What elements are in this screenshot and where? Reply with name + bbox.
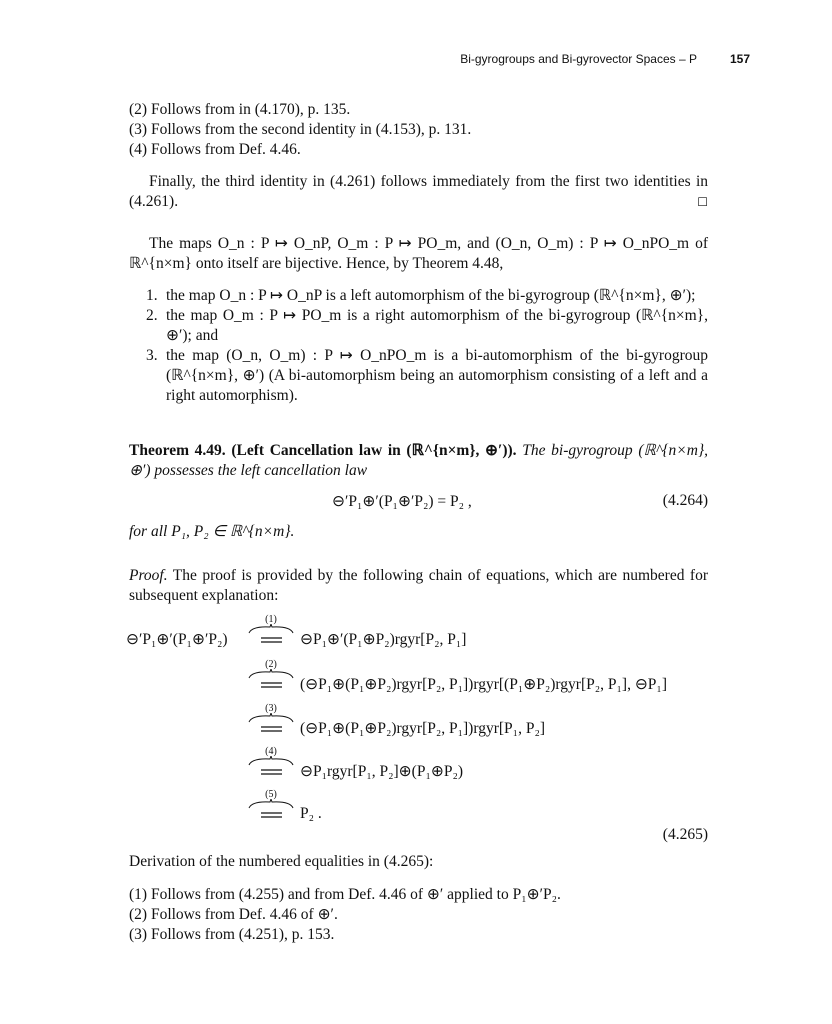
finally-paragraph: Finally, the third identity in (4.261) follows immediately from the first two identities in (4.261). ☐ — [129, 173, 708, 210]
theorem-heading: Theorem 4.49. (Left Cancellation law in (ℝ^{n×m}, ⊕′)). — [129, 442, 517, 459]
chain-relation-1: (1) — [246, 614, 296, 648]
maps-paragraph: The maps O_n : P ↦ O_nP, O_m : P ↦ PO_m, and (O_n, O_m) : P ↦ O_nPO_m of ℝ^{n×m} onto itself are bijective. Hence, by Theorem 4.48, — [129, 235, 708, 272]
chain-relation-3: (3) — [246, 703, 296, 737]
list-item: (2) Follows from Def. 4.46 of ⊕′. — [129, 906, 338, 923]
chain-step-1: ⊖P₁⊕′(P₁⊕P₂)rgyr[P₂, P₁] — [300, 631, 467, 648]
top-list — [129, 100, 708, 160]
proof-paragraph: Proof. The proof is provided by the following chain of equations, which are numbered for subsequent explanation: — [129, 567, 708, 604]
book-page: Bi-gyrogroups and Bi-gyrovector Spaces – P 157 (2) Follows from in (4.170), p. 135. (3) Follows from the second identity in (4.153), p. 131. (4) Follows from Def. 4.46. Finally, the third identity in (4.261) follows immediately from the first two identities in (4.261). ☐ The maps O_n : P ↦ O_nP, O_m : P ↦ PO_m, and (O_n, O_m) : P ↦ O_nPO_m of ℝ^{n×m} onto itself are bijective. Hence, by Theorem 4.48, 1. the map O_n : P ↦ O_nP is a left automorphism of the bi-gyrogroup (ℝ^{n×m}, ⊕′); 2. the map O_m : P ↦ PO_m is a right automorphism of the bi-gyrogroup (ℝ^{n×m}, ⊕′); and 3. the map (O_n, O_m) : P ↦ O_nPO_m is a bi-automorphism of the bi-gyrogroup (ℝ^{n×m}, ⊕′) (A bi-automorphism being an automorphism consisting of a left and a right automorphism). Theorem 4.49. (Left Cancellation law in (ℝ^{n×m}, ⊕′)). The bi-gyrogroup (ℝ^{n×m}, ⊕′) possesses the left cancellation law ⊖′P₁⊕′(P₁⊕′P₂) = P₂ , (4.264) for all P₁, P₂ ∈ ℝ^{n×m}. Proof. The proof is provided by the following chain of equations, which are numbered for subsequent explanation: ⊖′P₁⊕′(P₁⊕′P₂) (1) ⊖P₁⊕′(P₁⊕P₂)rgyr[P₂, P₁] (2) (⊖P₁⊕(P₁⊕P₂)rgyr[P₂, P₁])rgyr[(P₁⊕P₂)rgyr[P₂, P₁], ⊖P₁] (3) (⊖P₁⊕(P₁⊕P₂)rgyr[P₂, P₁])rgyr[P₁, P₂] (4) ⊖P₁rgyr[P₁, P₂]⊕(P₁⊕P₂) (5) P₂ . (4.265) Derivation of the numbered equalities in (4.265): (1) Follows from (4.255) and from Def. 4.46 of ⊕′ applied to P₁⊕′P₂. (2) Follows from Def. 4.46 of ⊕′. (3) Follows from (4.251), p. 153. — [126, 52, 750, 943]
list-item: (3) Follows from the second identity in (4.153), p. 131. — [129, 121, 472, 138]
list-item: (2) Follows from in (4.170), p. 135. — [129, 101, 351, 118]
equation-number-4265: (4.265) — [662, 826, 708, 843]
chain-lhs: ⊖′P₁⊕′(P₁⊕′P₂) — [126, 631, 228, 648]
chain-relation-2: (2) — [246, 659, 296, 693]
list-item: (1) Follows from (4.255) and from Def. 4.46 of ⊕′ applied to P₁⊕′P₂. — [129, 886, 561, 903]
chain-relation-4: (4) — [246, 746, 296, 780]
running-title: Bi-gyrogroups and Bi-gyrovector Spaces – P — [460, 52, 697, 66]
theorem-equation: ⊖′P₁⊕′(P₁⊕′P₂) = P₂ , — [332, 493, 472, 510]
qed-symbol: ☐ — [697, 195, 708, 209]
chain-step-5: P₂ . — [300, 805, 322, 822]
equation-number-4264: (4.264) — [662, 492, 708, 509]
list-item: (4) Follows from Def. 4.46. — [129, 141, 301, 158]
chain-step-2: (⊖P₁⊕(P₁⊕P₂)rgyr[P₂, P₁])rgyr[(P₁⊕P₂)rgyr[P₂, P₁], ⊖P₁] — [300, 676, 667, 693]
theorem-block — [129, 441, 708, 481]
theorem-for-all: for all P₁, P₂ ∈ ℝ^{n×m}. — [129, 523, 295, 540]
chain-step-4: ⊖P₁rgyr[P₁, P₂]⊕(P₁⊕P₂) — [300, 763, 464, 780]
derivation-heading: Derivation of the numbered equalities in (4.265): — [129, 853, 434, 870]
chain-step-3: (⊖P₁⊕(P₁⊕P₂)rgyr[P₂, P₁])rgyr[P₁, P₂] — [300, 720, 546, 737]
chain-relation-5: (5) — [246, 789, 296, 823]
bottom-list — [129, 885, 708, 945]
list-item: (3) Follows from (4.251), p. 153. — [129, 926, 335, 943]
page-number: 157 — [729, 52, 750, 66]
proof-label: Proof. — [129, 567, 168, 584]
theorem-statement: The bi-gyrogroup (ℝ^{n×m}, ⊕′) possesses the left cancellation law — [129, 442, 709, 479]
